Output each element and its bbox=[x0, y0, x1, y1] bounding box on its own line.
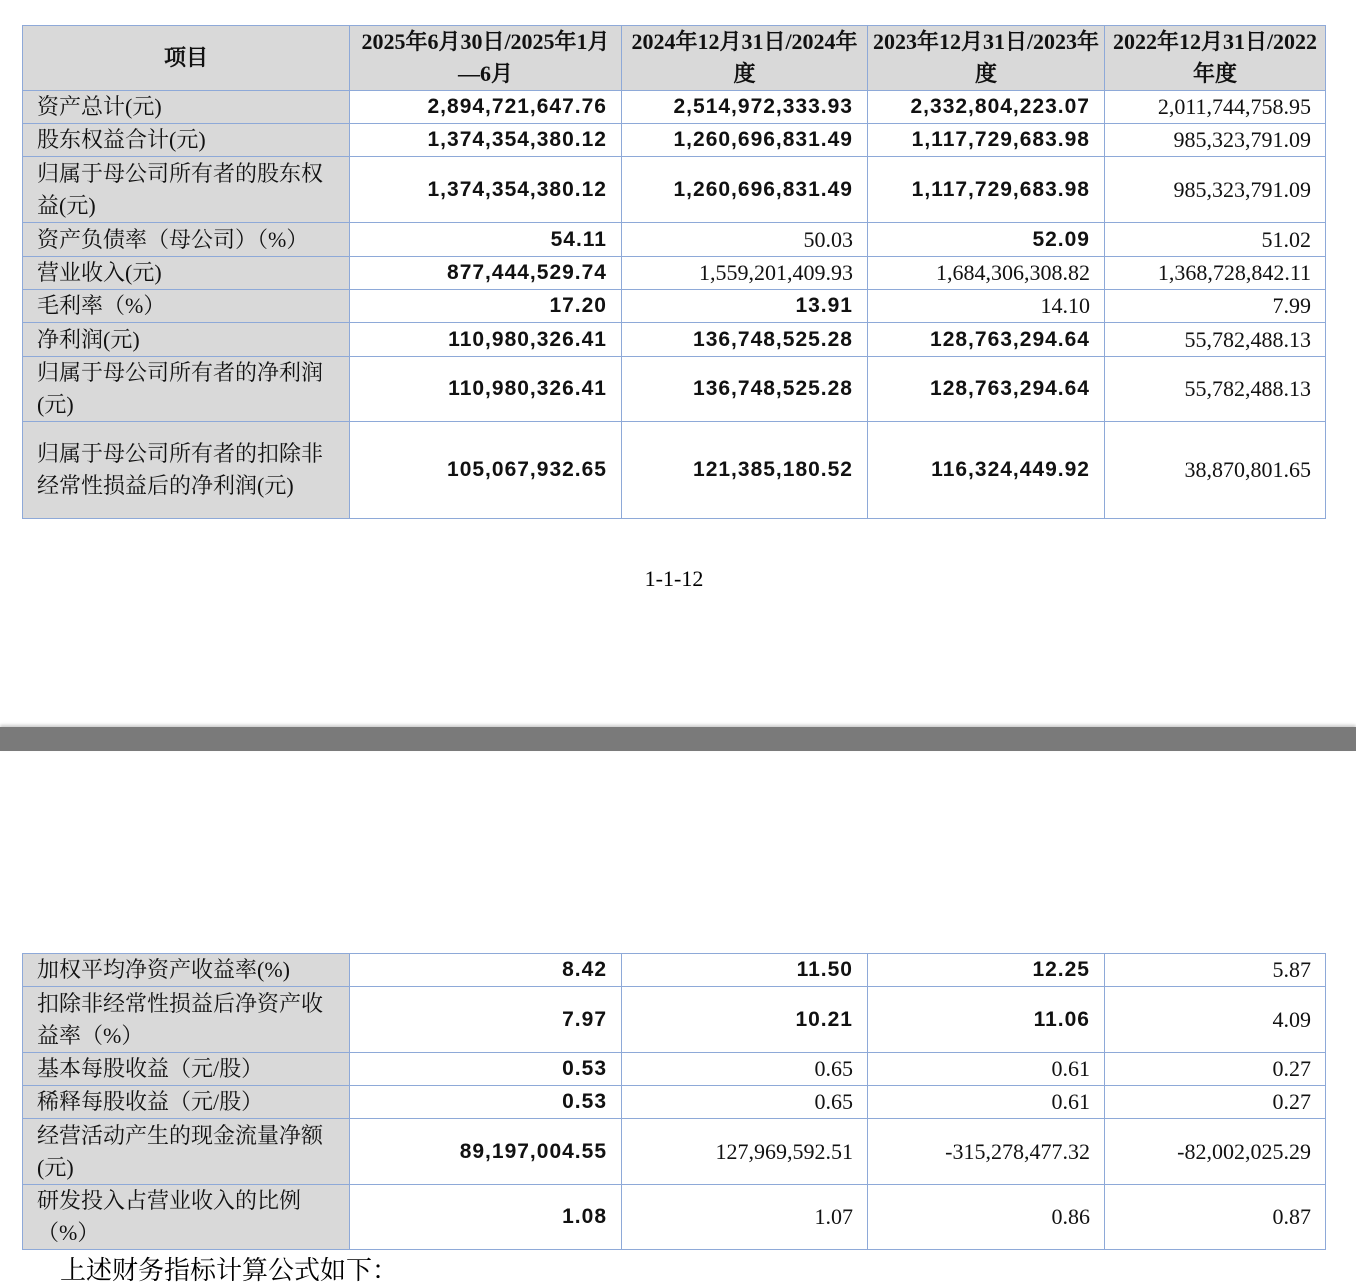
value-cell: 54.11 bbox=[350, 223, 622, 257]
value-cell: 136,748,525.28 bbox=[622, 323, 868, 357]
value-cell: 89,197,004.55 bbox=[350, 1119, 622, 1185]
value-cell: 51.02 bbox=[1105, 223, 1326, 257]
value-cell: 0.61 bbox=[868, 1053, 1105, 1086]
row-label: 营业收入(元) bbox=[23, 257, 350, 290]
value-cell: 128,763,294.64 bbox=[868, 357, 1105, 422]
value-cell: 110,980,326.41 bbox=[350, 323, 622, 357]
value-cell: 1,260,696,831.49 bbox=[622, 157, 868, 223]
value-cell: 0.87 bbox=[1105, 1185, 1326, 1250]
value-cell: 0.53 bbox=[350, 1086, 622, 1119]
value-cell: 1,260,696,831.49 bbox=[622, 124, 868, 157]
value-cell: 110,980,326.41 bbox=[350, 357, 622, 422]
value-cell: 0.61 bbox=[868, 1086, 1105, 1119]
value-cell: 985,323,791.09 bbox=[1105, 124, 1326, 157]
table-row bbox=[23, 954, 1326, 987]
value-cell: 4.09 bbox=[1105, 987, 1326, 1053]
table-row bbox=[23, 323, 1326, 357]
value-cell: 8.42 bbox=[350, 954, 622, 987]
page-number: 1-1-12 bbox=[644, 566, 704, 591]
value-cell: 0.27 bbox=[1105, 1086, 1326, 1119]
value-cell: 1.07 bbox=[622, 1185, 868, 1250]
financial-table-part2 bbox=[22, 953, 1326, 1250]
value-cell: 105,067,932.65 bbox=[350, 422, 622, 519]
value-cell: 1,559,201,409.93 bbox=[622, 257, 868, 290]
value-cell: 2,894,721,647.76 bbox=[350, 91, 622, 124]
table-row bbox=[23, 1119, 1326, 1185]
footer-text: 上述财务指标计算公式如下： bbox=[60, 1256, 399, 1285]
value-cell: 13.91 bbox=[622, 290, 868, 323]
column-header: 项目 bbox=[23, 26, 350, 91]
value-cell: 0.86 bbox=[868, 1185, 1105, 1250]
value-cell: 11.06 bbox=[868, 987, 1105, 1053]
row-label: 资产总计(元) bbox=[23, 91, 350, 124]
table-row bbox=[23, 1053, 1326, 1086]
value-cell: 38,870,801.65 bbox=[1105, 422, 1326, 519]
table-row bbox=[23, 290, 1326, 323]
financial-table-part1 bbox=[22, 25, 1326, 519]
value-cell: 1,374,354,380.12 bbox=[350, 124, 622, 157]
column-header: 2022年12月31日/2022年度 bbox=[1105, 26, 1326, 91]
row-label: 归属于母公司所有者的净利润(元) bbox=[23, 357, 350, 422]
table-row bbox=[23, 987, 1326, 1053]
row-label: 毛利率（%） bbox=[23, 290, 350, 323]
page-separator bbox=[0, 727, 1356, 751]
value-cell: 877,444,529.74 bbox=[350, 257, 622, 290]
row-label: 研发投入占营业收入的比例（%） bbox=[23, 1185, 350, 1250]
value-cell: 116,324,449.92 bbox=[868, 422, 1105, 519]
value-cell: 0.65 bbox=[622, 1053, 868, 1086]
value-cell: 121,385,180.52 bbox=[622, 422, 868, 519]
column-header: 2024年12月31日/2024年度 bbox=[622, 26, 868, 91]
value-cell: 128,763,294.64 bbox=[868, 323, 1105, 357]
value-cell: 0.27 bbox=[1105, 1053, 1326, 1086]
value-cell: 2,332,804,223.07 bbox=[868, 91, 1105, 124]
value-cell: 1.08 bbox=[350, 1185, 622, 1250]
row-label: 基本每股收益（元/股） bbox=[23, 1053, 350, 1086]
value-cell: 11.50 bbox=[622, 954, 868, 987]
value-cell: 2,514,972,333.93 bbox=[622, 91, 868, 124]
table-row bbox=[23, 1086, 1326, 1119]
value-cell: 5.87 bbox=[1105, 954, 1326, 987]
value-cell: 1,368,728,842.11 bbox=[1105, 257, 1326, 290]
value-cell: -82,002,025.29 bbox=[1105, 1119, 1326, 1185]
value-cell: 1,117,729,683.98 bbox=[868, 124, 1105, 157]
table-row bbox=[23, 124, 1326, 157]
column-header: 2025年6月30日/2025年1月—6月 bbox=[350, 26, 622, 91]
table-row bbox=[23, 157, 1326, 223]
table-row bbox=[23, 91, 1326, 124]
value-cell: 7.99 bbox=[1105, 290, 1326, 323]
row-label: 净利润(元) bbox=[23, 323, 350, 357]
row-label: 经营活动产生的现金流量净额(元) bbox=[23, 1119, 350, 1185]
row-label: 归属于母公司所有者的股东权益(元) bbox=[23, 157, 350, 223]
row-label: 资产负债率（母公司）（%） bbox=[23, 223, 350, 257]
column-header: 2023年12月31日/2023年度 bbox=[868, 26, 1105, 91]
value-cell: 136,748,525.28 bbox=[622, 357, 868, 422]
table-row bbox=[23, 223, 1326, 257]
value-cell: 985,323,791.09 bbox=[1105, 157, 1326, 223]
row-label: 股东权益合计(元) bbox=[23, 124, 350, 157]
value-cell: 52.09 bbox=[868, 223, 1105, 257]
row-label: 归属于母公司所有者的扣除非经常性损益后的净利润(元) bbox=[23, 422, 350, 519]
value-cell: 1,117,729,683.98 bbox=[868, 157, 1105, 223]
value-cell: 1,374,354,380.12 bbox=[350, 157, 622, 223]
value-cell: 12.25 bbox=[868, 954, 1105, 987]
value-cell: 17.20 bbox=[350, 290, 622, 323]
row-label: 加权平均净资产收益率(%) bbox=[23, 954, 350, 987]
value-cell: 14.10 bbox=[868, 290, 1105, 323]
table-row bbox=[23, 257, 1326, 290]
value-cell: 10.21 bbox=[622, 987, 868, 1053]
value-cell: 127,969,592.51 bbox=[622, 1119, 868, 1185]
table-row bbox=[23, 422, 1326, 519]
value-cell: 50.03 bbox=[622, 223, 868, 257]
table-row bbox=[23, 357, 1326, 422]
value-cell: -315,278,477.32 bbox=[868, 1119, 1105, 1185]
value-cell: 0.53 bbox=[350, 1053, 622, 1086]
value-cell: 55,782,488.13 bbox=[1105, 357, 1326, 422]
value-cell: 1,684,306,308.82 bbox=[868, 257, 1105, 290]
value-cell: 55,782,488.13 bbox=[1105, 323, 1326, 357]
row-label: 扣除非经常性损益后净资产收益率（%） bbox=[23, 987, 350, 1053]
row-label: 稀释每股收益（元/股） bbox=[23, 1086, 350, 1119]
table-row bbox=[23, 1185, 1326, 1250]
value-cell: 2,011,744,758.95 bbox=[1105, 91, 1326, 124]
value-cell: 7.97 bbox=[350, 987, 622, 1053]
value-cell: 0.65 bbox=[622, 1086, 868, 1119]
